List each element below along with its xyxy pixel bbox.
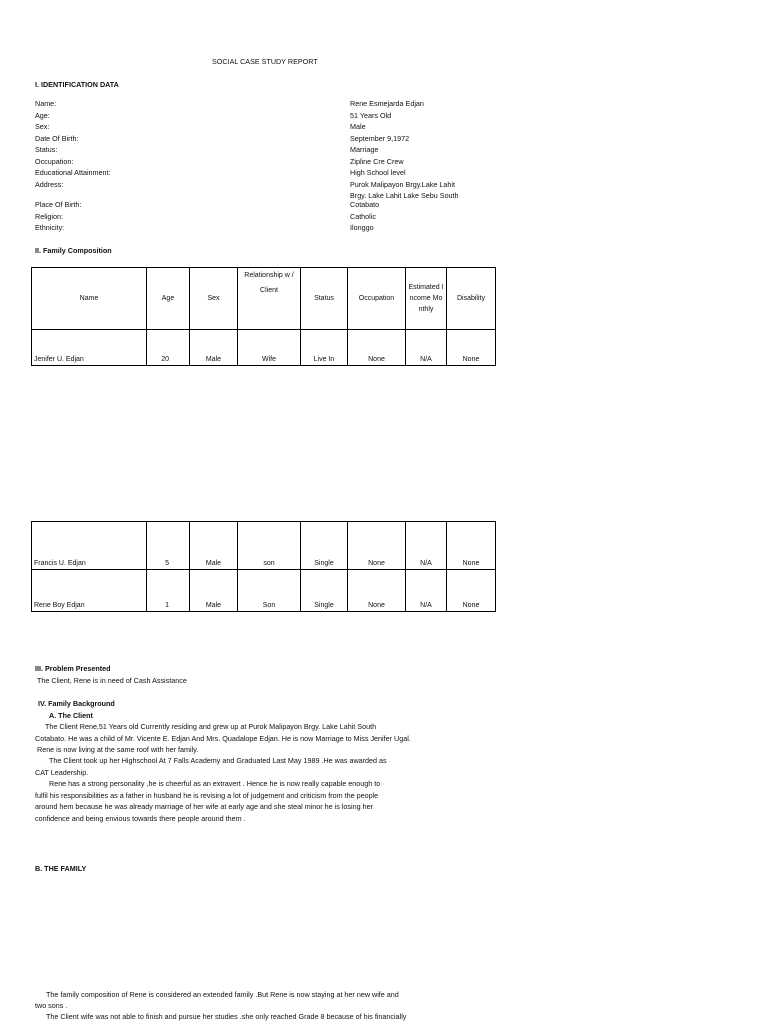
field-label-education: Educational Attainment: <box>35 168 111 177</box>
field-value-education: High School level <box>350 168 406 177</box>
row-occupation: None <box>348 570 406 612</box>
problem-text: The Client, Rene is in need of Cash Assistance <box>37 676 187 685</box>
family-paragraph-line: The Client wife was not able to finish and pursue her studies .she only reached Grade 8 because of his financially <box>46 1012 407 1021</box>
family-table <box>31 267 496 366</box>
client-subheading: A. The Client <box>49 711 93 720</box>
identification-heading: I. IDENTIFICATION DATA <box>35 80 119 89</box>
row-occupation: None <box>348 522 406 570</box>
col-header-relationship: Relationship w / Client <box>238 268 301 330</box>
row-age: 20 <box>147 330 190 366</box>
field-value-status: Marriage <box>350 145 379 154</box>
field-value-sex: Male <box>350 122 366 131</box>
field-value-name: Rene Esmejarda Edjan <box>350 99 424 108</box>
field-label-sex: Sex: <box>35 122 50 131</box>
row-disability: None <box>447 570 496 612</box>
field-value-address-line1: Purok Malipayon Brgy.Lake Lahit <box>350 180 455 189</box>
field-value-ethnicity: Ilonggo <box>350 223 374 232</box>
row-sex: Male <box>190 570 238 612</box>
row-status: Live In <box>301 330 348 366</box>
table-row <box>32 522 496 570</box>
col-header-age: Age <box>147 268 190 330</box>
field-label-address: Address: <box>35 180 64 189</box>
row-age: 1 <box>147 570 190 612</box>
family-paragraph-line: two sons . <box>35 1001 68 1010</box>
col-header-income: Estimated Income Monthly <box>406 268 447 330</box>
field-value-dob: September 9,1972 <box>350 134 410 143</box>
field-label-name: Name: <box>35 99 57 108</box>
family-composition-heading: II. Family Composition <box>35 246 112 255</box>
field-value-religion: Catholic <box>350 212 376 221</box>
col-header-sex: Sex <box>190 268 238 330</box>
personality-paragraph-line: Rene has a strong personality ,he is cheerful as an extravert . Hence he is now really capable enough to <box>49 779 381 788</box>
col-header-occupation: Occupation <box>348 268 406 330</box>
row-occupation: None <box>348 330 406 366</box>
row-relationship: Wife <box>238 330 301 366</box>
problem-heading: III. Problem Presented <box>35 664 111 673</box>
family-paragraph-line: The family composition of Rene is considered an extended family .But Rene is now staying at her new wife and <box>46 990 399 999</box>
field-label-ethnicity: Ethnicity: <box>35 223 65 232</box>
row-name: Francis U. Edjan <box>32 522 147 570</box>
field-value-address-line3: Cotabato <box>350 200 380 209</box>
field-label-age: Age: <box>35 111 50 120</box>
table-header-row <box>32 268 496 330</box>
field-value-age: 51 Years Old <box>350 111 392 120</box>
field-label-birthplace: Place Of Birth: <box>35 200 82 209</box>
report-title: SOCIAL CASE STUDY REPORT <box>212 57 318 66</box>
field-value-address-line2: Brgy. Lake Lahit Lake Sebu South <box>350 191 459 200</box>
row-disability: None <box>447 330 496 366</box>
row-status: Single <box>301 522 348 570</box>
row-income: N/A <box>406 522 447 570</box>
row-name: Jenifer U. Edjan <box>32 330 147 366</box>
field-label-dob: Date Of Birth: <box>35 134 79 143</box>
row-relationship: Son <box>238 570 301 612</box>
family-background-heading: IV. Family Background <box>38 699 115 708</box>
row-sex: Male <box>190 330 238 366</box>
field-label-religion: Religion: <box>35 212 63 221</box>
col-header-disability: Disability <box>447 268 496 330</box>
field-label-status: Status: <box>35 145 58 154</box>
client-paragraph-line: The Client Rene,51 Years old Currently residing and grew up at Purok Malipayon Brgy. Lake Lahit South <box>45 722 377 731</box>
personality-paragraph-line: confidence and being envious towards there people around them . <box>35 814 246 823</box>
row-age: 5 <box>147 522 190 570</box>
col-header-name: Name <box>32 268 147 330</box>
family-subheading: B. THE FAMILY <box>35 864 87 873</box>
client-paragraph-line: Rene is now living at the same roof with her family. <box>37 745 199 754</box>
education-paragraph-line: CAT Leadership. <box>35 768 89 777</box>
row-disability: None <box>447 522 496 570</box>
personality-paragraph-line: around hem because he was already marriage of her wife at early age and she steal minor he is losing her <box>35 802 374 811</box>
personality-paragraph-line: fulfil his responsibilities as a father in husband he is revising a lot of judgement and criticism from the people <box>35 791 379 800</box>
row-sex: Male <box>190 522 238 570</box>
table-row <box>32 570 496 612</box>
field-label-occupation: Occupation: <box>35 157 74 166</box>
client-paragraph-line: Cotabato. He was a child of Mr. Vicente E. Edjan And Mrs. Quadalope Edjan. He is now Marriage to Miss Jenifer Ugal. <box>35 734 411 743</box>
row-status: Single <box>301 570 348 612</box>
family-table-continued <box>31 521 496 612</box>
row-income: N/A <box>406 570 447 612</box>
field-value-occupation: Zipline Cre Crew <box>350 157 404 166</box>
table-row <box>32 330 496 366</box>
col-header-status: Status <box>301 268 348 330</box>
education-paragraph-line: The Client took up her Highschool At 7 Falls Academy and Graduated Last May 1989 .He was awarded as <box>49 756 387 765</box>
row-relationship: son <box>238 522 301 570</box>
row-name: Rene Boy Edjan <box>32 570 147 612</box>
row-income: N/A <box>406 330 447 366</box>
